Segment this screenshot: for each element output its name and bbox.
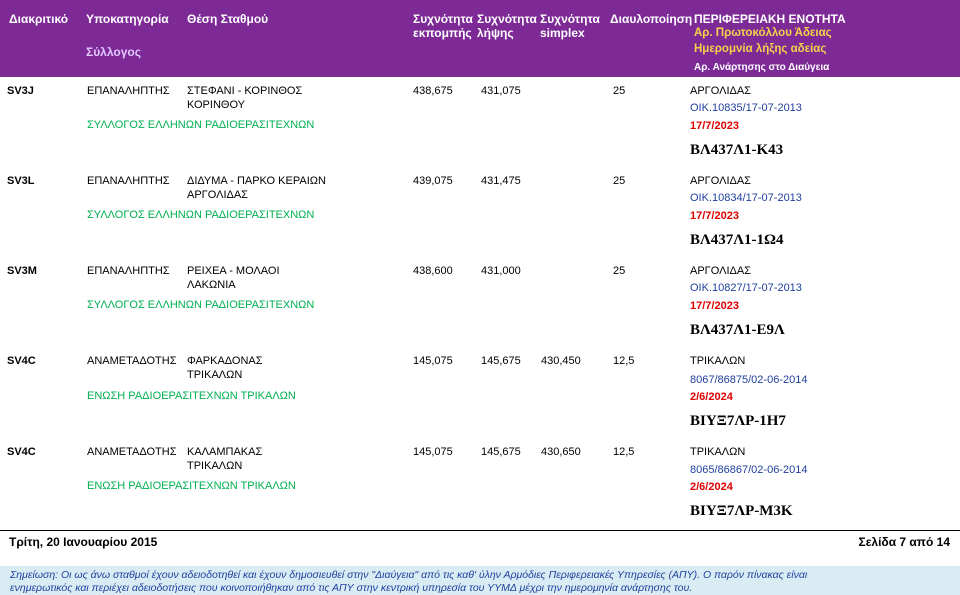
col-club: Σύλλογος	[86, 45, 141, 59]
row-category: ΕΠΑΝΑΛΗΠΤΗΣ	[87, 265, 170, 277]
row-category: ΕΠΑΝΑΛΗΠΤΗΣ	[87, 85, 170, 97]
row-region: ΑΡΓΟΛΙΔΑΣ	[690, 85, 751, 97]
row-expiry: 2/6/2024	[690, 391, 733, 403]
row-club: ΕΝΩΣΗ ΡΑΔΙΟΕΡΑΣΙΤΕΧΝΩΝ ΤΡΙΚΑΛΩΝ	[87, 390, 296, 402]
row-expiry: 17/7/2023	[690, 210, 739, 222]
row-code: SV4C	[7, 446, 36, 458]
row-location-region: ΑΡΓΟΛΙΔΑΣ	[187, 189, 248, 201]
table-header	[0, 0, 960, 77]
row-rx-freq: 431,075	[481, 85, 521, 97]
row-code: SV3M	[7, 265, 37, 277]
row-code: SV3J	[7, 85, 34, 97]
row-code: SV3L	[7, 175, 35, 187]
row-publication-id: ΒΛ437Λ1-Ε9Λ	[690, 322, 785, 338]
col-simplex-line2: simplex	[540, 26, 585, 40]
footer-divider	[0, 530, 960, 531]
col-publication: Αρ. Ανάρτησης στο Διαύγεια	[694, 62, 830, 73]
col-region: ΠΕΡΙΦΕΡΕΙΑΚΗ ΕΝΟΤΗΤΑ	[694, 12, 846, 26]
col-tx-line2: εκπομπής	[413, 26, 472, 40]
row-publication-id: ΒΙΥΞ7ΛΡ-1Η7	[690, 413, 786, 429]
row-spacing: 12,5	[613, 446, 635, 458]
row-spacing: 25	[613, 175, 626, 187]
row-tx-freq: 438,675	[413, 85, 453, 97]
col-distinction: Διακριτικό	[9, 12, 69, 26]
row-expiry: 17/7/2023	[690, 300, 739, 312]
row-category: ΑΝΑΜΕΤΑΔΟΤΗΣ	[87, 355, 177, 367]
row-category: ΑΝΑΜΕΤΑΔΟΤΗΣ	[87, 446, 177, 458]
row-location: ΡΕΙΧΕΑ - ΜΟΛΑΟΙ	[187, 265, 280, 277]
col-rx-line2: λήψης	[477, 26, 514, 40]
col-license-no: Αρ. Πρωτοκόλλου Άδειας	[694, 27, 832, 39]
col-location: Θέση Σταθμού	[187, 12, 269, 26]
row-tx-freq: 145,075	[413, 446, 453, 458]
row-spacing: 25	[613, 85, 626, 97]
row-location-region: ΤΡΙΚΑΛΩΝ	[187, 460, 243, 472]
row-publication-id: ΒΛ437Λ1-1Ω4	[690, 232, 784, 248]
row-tx-freq: 438,600	[413, 265, 453, 277]
row-code: SV4C	[7, 355, 36, 367]
col-simplex-line1: Συχνότητα	[540, 12, 600, 26]
row-location: ΚΑΛΑΜΠΑΚΑΣ	[187, 446, 263, 458]
row-location-region: ΤΡΙΚΑΛΩΝ	[187, 369, 243, 381]
row-license: ΟΙΚ.10827/17-07-2013	[690, 282, 802, 294]
row-simplex-freq: 430,450	[541, 355, 581, 367]
row-location: ΦΑΡΚΑΔΟΝΑΣ	[187, 355, 263, 367]
row-rx-freq: 431,000	[481, 265, 521, 277]
row-license: 8065/86867/02-06-2014	[690, 464, 808, 476]
row-spacing: 12,5	[613, 355, 635, 367]
row-location-region: ΛΑΚΩΝΙΑ	[187, 279, 236, 291]
row-tx-freq: 439,075	[413, 175, 453, 187]
row-license: ΟΙΚ.10834/17-07-2013	[690, 192, 802, 204]
row-spacing: 25	[613, 265, 626, 277]
footer-note-line2: ενημερωτικός και περιέχει αδειοδοτήσεις που κοινοποιήθηκαν από τις ΑΠΥ στην κεντρική υπηρεσία του ΥΥΜΔ μέχρι την ημερομηνία ανάρτησης του.	[10, 582, 693, 594]
row-region: ΤΡΙΚΑΛΩΝ	[690, 446, 746, 458]
row-simplex-freq: 430,650	[541, 446, 581, 458]
row-club: ΣΥΛΛΟΓΟΣ ΕΛΛΗΝΩΝ ΡΑΔΙΟΕΡΑΣΙΤΕΧΝΩΝ	[87, 299, 315, 311]
row-location: ΣΤΕΦΑΝΙ - ΚΟΡΙΝΘΟΣ	[187, 85, 303, 97]
row-expiry: 2/6/2024	[690, 481, 733, 493]
row-license: 8067/86875/02-06-2014	[690, 374, 808, 386]
footer-note-line1: Σημείωση: Οι ως άνω σταθμοί έχουν αδειοδοτηθεί και έχουν δημοσιευθεί στην "Διαύγεια" από τις καθ' ύλην Αρμόδιες Περιφερειακές Υπηρεσίες (ΑΠΥ). Ο παρόν πίνακας είναι	[10, 569, 808, 581]
row-club: ΣΥΛΛΟΓΟΣ ΕΛΛΗΝΩΝ ΡΑΔΙΟΕΡΑΣΙΤΕΧΝΩΝ	[87, 119, 315, 131]
col-rx-line1: Συχνότητα	[477, 12, 537, 26]
footer-note	[0, 566, 960, 595]
row-tx-freq: 145,075	[413, 355, 453, 367]
row-region: ΑΡΓΟΛΙΔΑΣ	[690, 265, 751, 277]
row-rx-freq: 431,475	[481, 175, 521, 187]
row-region: ΤΡΙΚΑΛΩΝ	[690, 355, 746, 367]
row-location: ΔΙΔΥΜΑ - ΠΑΡΚΟ ΚΕΡΑΙΩΝ	[187, 175, 326, 187]
row-expiry: 17/7/2023	[690, 120, 739, 132]
row-category: ΕΠΑΝΑΛΗΠΤΗΣ	[87, 175, 170, 187]
row-club: ΣΥΛΛΟΓΟΣ ΕΛΛΗΝΩΝ ΡΑΔΙΟΕΡΑΣΙΤΕΧΝΩΝ	[87, 209, 315, 221]
col-tx-line1: Συχνότητα	[413, 12, 473, 26]
col-category: Υποκατηγορία	[86, 12, 169, 26]
row-region: ΑΡΓΟΛΙΔΑΣ	[690, 175, 751, 187]
row-publication-id: ΒΙΥΞ7ΛΡ-Μ3Κ	[690, 503, 793, 519]
row-publication-id: ΒΛ437Λ1-Κ43	[690, 142, 784, 158]
footer-date: Τρίτη, 20 Ιανουαρίου 2015	[9, 535, 158, 549]
row-rx-freq: 145,675	[481, 446, 521, 458]
row-rx-freq: 145,675	[481, 355, 521, 367]
row-club: ΕΝΩΣΗ ΡΑΔΙΟΕΡΑΣΙΤΕΧΝΩΝ ΤΡΙΚΑΛΩΝ	[87, 480, 296, 492]
col-spacing: Διαυλοποίηση	[610, 12, 693, 26]
footer-page-number: Σελίδα 7 από 14	[858, 535, 950, 549]
row-license: ΟΙΚ.10835/17-07-2013	[690, 102, 802, 114]
col-expiry: Ημερομνία λήξης αδείας	[694, 43, 827, 55]
row-location-region: ΚΟΡΙΝΘΟΥ	[187, 99, 245, 111]
